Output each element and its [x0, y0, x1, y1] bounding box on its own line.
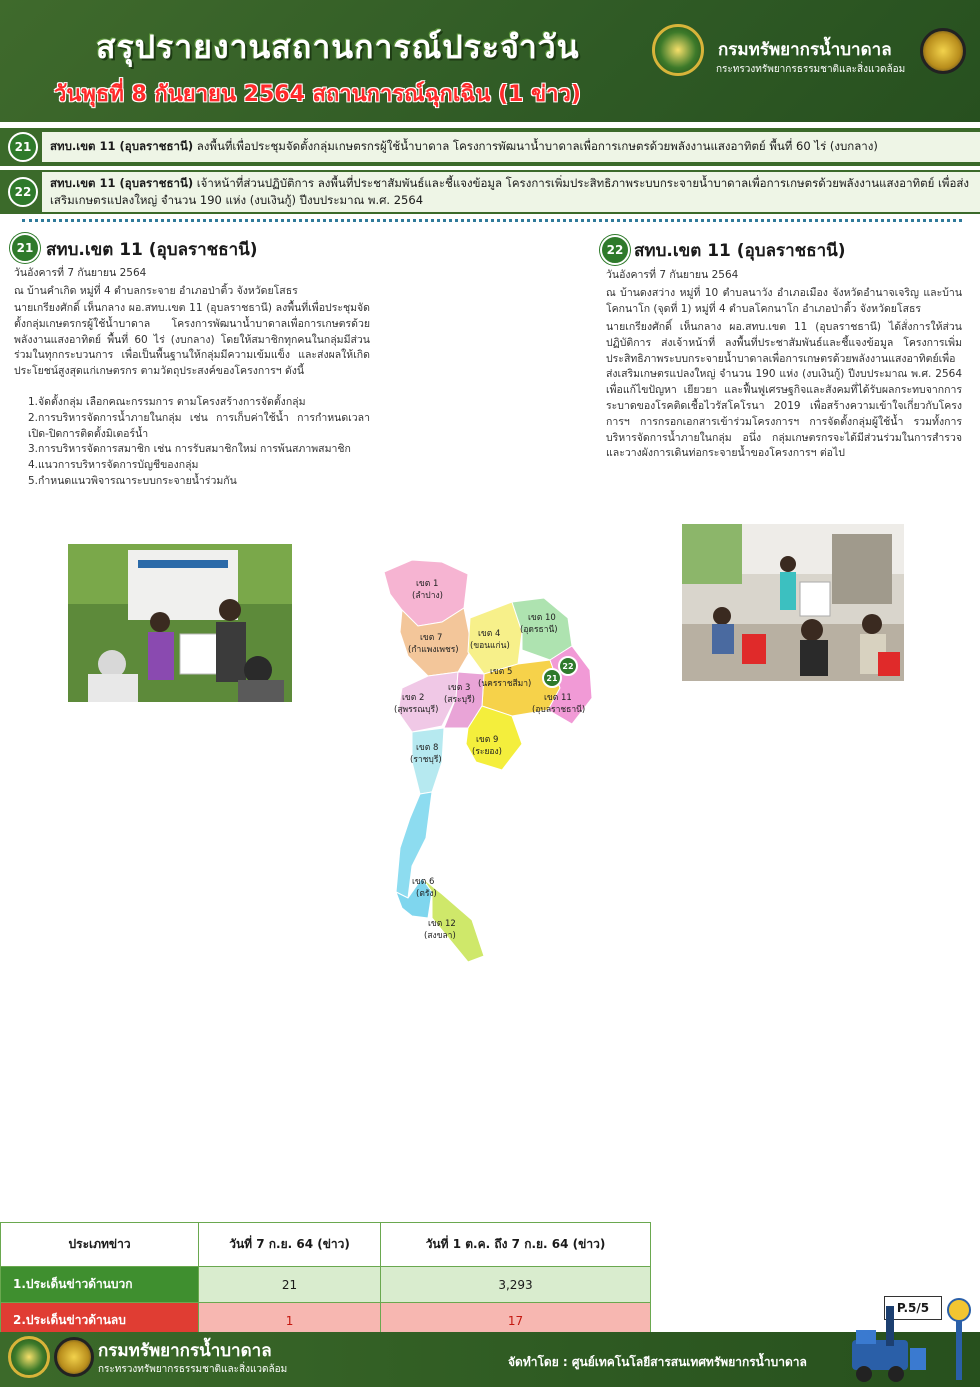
news-photo-right — [682, 524, 904, 681]
footer-department-name: กรมทรัพยากรน้ำบาดาล — [98, 1341, 272, 1361]
region-label: เขต 2 — [402, 693, 425, 703]
section-title: สทบ.เขต 11 (อุบลราชธานี) — [46, 240, 258, 260]
list-item: 5.กำหนดแนวพิจารณาระบบกระจายน้ำร่วมกัน — [28, 474, 237, 487]
cell-day-count: 21 — [199, 1267, 381, 1303]
region-label: เขต 12 — [428, 919, 456, 929]
region-label: (สระบุรี) — [444, 695, 475, 705]
item-number: 21 — [8, 132, 38, 162]
news-photo-left — [68, 544, 292, 702]
footer-credit: จัดทำโดย : ศูนย์เทคโนโลยีสารสนเทศทรัพยากรน้ำบาดาล — [508, 1355, 807, 1369]
region-label: เขต 6 — [412, 877, 435, 887]
thailand-region-map — [372, 548, 612, 968]
item-number: 22 — [8, 177, 38, 207]
list-item: 2.การบริหารจัดการน้ำภายในกลุ่ม เช่น การเก็บค่าใช้น้ำ การกำหนดเวลาเปิด-ปิดการติดตั้งมิเตอร์น้ำ — [28, 411, 370, 440]
cell-total-count: 3,293 — [381, 1267, 651, 1303]
region-label: (อุบลราชธานี) — [532, 705, 586, 715]
list-item: 3.การบริหารจัดการสมาชิก เช่น การรับสมาชิกใหม่ การพ้นสภาพสมาชิก — [28, 443, 351, 456]
drilling-rig-icon — [846, 1300, 938, 1384]
section-number: 21 — [10, 233, 40, 263]
page-title: สรุปรายงานสถานการณ์ประจำวัน — [96, 28, 580, 66]
footer-ministry-name: กระทรวงทรัพยากรธรรมชาติและสิ่งแวดล้อม — [98, 1364, 288, 1375]
water-tower-icon — [944, 1298, 974, 1384]
news-place: ณ บ้านคำเกิด หมู่ที่ 4 ตำบลกระจาย อำเภอป่าติ้ว จังหวัดยโสธร — [14, 285, 298, 297]
region-label: (ขอนแก่น) — [470, 641, 510, 651]
region-label: เขต 11 — [544, 693, 572, 703]
summary-text — [42, 132, 980, 162]
region-label: เขต 5 — [490, 667, 513, 677]
department-emblem-icon — [8, 1336, 50, 1378]
list-item: 4.แนวการบริหารจัดการบัญชีของกลุ่ม — [28, 459, 199, 472]
region-label: เขต 4 — [478, 629, 501, 639]
news-body: นายเกรียงศักดิ์ เห็นกลาง ผอ.สทบ.เขต 11 (อุบลราชธานี) ได้สั่งการให้ส่วนปฏิบัติการ ส่งเจ้าหน้าที่ ลงพื้นที่ประชาสัมพันธ์และชี้แจงข้อมูล โครงการเพิ่มประสิทธิภาพระบบกระจายน้ำบาดาลเพื่อการเกษตรด้วยพลังงานแสงอาทิตย์เพื่อส่งเสริมเกษตรแปลงใหญ่ จำนวน 190 แห่ง (งบเงินกู้) ปีงบประมาณ พ.ศ. 2564 เพื่อแก้ไขปัญหา เยียวยา และฟื้นฟูเศรษฐกิจและสังคมที่ได้รับผลกระทบจากการระบาดของโรคติดเชื้อไวรัสโคโรนา 2019 เพื่อสร้างความเข้าใจเกี่ยวกับโครงการฯ การกรอกเอกสารเข้าร่วมโครงการฯ การจัดตั้งกลุ่มผู้ใช้น้ำ รวมทั้งการบริหารจัดการน้ำภายในกลุ่ม อนึ่ง กลุ่มเกษตรกรจะได้มีส่วนร่วมในการสำรวจและวางผังการเดินท่อกระจายน้ำของโครงการฯ ต่อไป — [606, 321, 962, 460]
column-header: ประเภทข่าว — [1, 1223, 199, 1267]
region-label: (กำแพงเพชร) — [408, 645, 459, 655]
region-label: เขต 7 — [420, 633, 443, 643]
page-subtitle: วันพุธที่ 8 กันยายน 2564 สถานการณ์ฉุกเฉิน (1 ข่าว) — [54, 82, 581, 107]
column-header: วันที่ 7 ก.ย. 64 (ข่าว) — [199, 1223, 381, 1267]
ministry-emblem-icon — [920, 28, 966, 74]
region-label: เขต 1 — [416, 579, 439, 589]
region-label: (ลำปาง) — [412, 591, 443, 601]
map-marker — [543, 669, 561, 687]
section-number: 22 — [600, 235, 630, 265]
summary-text — [42, 172, 980, 212]
news-date: วันอังคารที่ 7 กันยายน 2564 — [606, 269, 739, 281]
section-title: สทบ.เขต 11 (อุบลราชธานี) — [634, 241, 846, 261]
row-label: 2.ประเด็นข่าวด้านลบ — [1, 1303, 199, 1339]
row-label: 1.ประเด็นข่าวด้านบวก — [1, 1267, 199, 1303]
region-label: (ระยอง) — [472, 747, 502, 757]
department-name: กรมทรัพยากรน้ำบาดาล — [718, 40, 892, 60]
divider — [22, 219, 962, 222]
region-label: (ตรัง) — [416, 889, 437, 899]
ministry-name: กระทรวงทรัพยากรธรรมชาติและสิ่งแวดล้อม — [716, 64, 906, 75]
table-header-row — [1, 1223, 651, 1267]
summary-description: เจ้าหน้าที่ส่วนปฏิบัติการ ลงพื้นที่ประชาสัมพันธ์และชี้แจงข้อมูล โครงการเพิ่มประสิทธิภาพระบบกระจายน้ำบาดาลเพื่อการเกษตรด้วยพลังงานแสงอาทิตย์ เพื่อส่งเสริมเกษตรแปลงใหญ่ จำนวน 190 แห่ง (งบเงินกู้) ปีงบประมาณ พ.ศ. 2564 — [50, 176, 970, 207]
page-number: P.5/5 — [884, 1296, 942, 1320]
region-label: เขต 9 — [476, 735, 499, 745]
summary-item — [0, 128, 980, 166]
region-label: (อุดรธานี) — [520, 625, 558, 635]
map-marker-label: 22 — [562, 662, 574, 671]
column-header: วันที่ 1 ต.ค. ถึง 7 ก.ย. 64 (ข่าว) — [381, 1223, 651, 1267]
summary-office: สทบ.เขต 11 (อุบลราชธานี) — [50, 139, 194, 153]
cell-day-count: 1 — [199, 1303, 381, 1339]
region-label: (สงขลา) — [424, 931, 456, 941]
table-row — [1, 1267, 651, 1303]
region-label: (ราชบุรี) — [410, 755, 442, 765]
summary-description: ลงพื้นที่เพื่อประชุมจัดตั้งกลุ่มเกษตรกรผู้ใช้น้ำบาดาล โครงการพัฒนาน้ำบาดาลเพื่อการเกษตรด้วยพลังงานแสงอาทิตย์ พื้นที่ 60 ไร่ (งบกลาง) — [193, 139, 878, 153]
cell-total-count: 17 — [381, 1303, 651, 1339]
map-marker — [559, 657, 577, 675]
news-list — [14, 395, 370, 490]
summary-office: สทบ.เขต 11 (อุบลราชธานี) — [50, 176, 194, 190]
region-label: (นครราชสีมา) — [478, 679, 532, 689]
region-label: เขต 3 — [448, 683, 471, 693]
department-emblem-icon — [652, 24, 704, 76]
ministry-emblem-icon — [54, 1337, 94, 1377]
news-body: นายเกรียงศักดิ์ เห็นกลาง ผอ.สทบ.เขต 11 (อุบลราชธานี) ลงพื้นที่เพื่อประชุมจัดตั้งกลุ่มเกษตรกรผู้ใช้น้ำบาดาล โครงการพัฒนาน้ำบาดาลเพื่อการเกษตรด้วยพลังงานแสงอาทิตย์ พื้นที่ 60 ไร่ (งบกลาง) โดยให้สมาชิกทุกคนในกลุ่มมีส่วนร่วมในทุกกระบวนการ เพื่อเป็นพื้นฐานให้กลุ่มมีความเข้มแข็ง และส่งผลให้เกิดประโยชน์สูงสุดแก่เกษตรกร ตามวัตถุประสงค์ของโครงการฯ ดังนี้ — [14, 302, 370, 378]
news-summary-table — [0, 1222, 651, 1339]
region-label: เขต 10 — [528, 613, 556, 623]
news-place: ณ บ้านดงสว่าง หมู่ที่ 10 ตำบลนาวัง อำเภอเมือง จังหวัดอำนาจเจริญ และบ้านโคกนาโก (จุดที่ 1) หมู่ที่ 4 ตำบลโคกนาโก อำเภอป่าติ้ว จังหวัดยโสธร — [606, 287, 962, 315]
map-marker-label: 21 — [546, 674, 558, 683]
summary-item — [0, 170, 980, 214]
region-label: (สุพรรณบุรี) — [394, 705, 439, 715]
region-label: เขต 8 — [416, 743, 439, 753]
list-item: 1.จัดตั้งกลุ่ม เลือกคณะกรรมการ ตามโครงสร้างการจัดตั้งกลุ่ม — [28, 396, 306, 408]
news-date: วันอังคารที่ 7 กันยายน 2564 — [14, 267, 147, 279]
